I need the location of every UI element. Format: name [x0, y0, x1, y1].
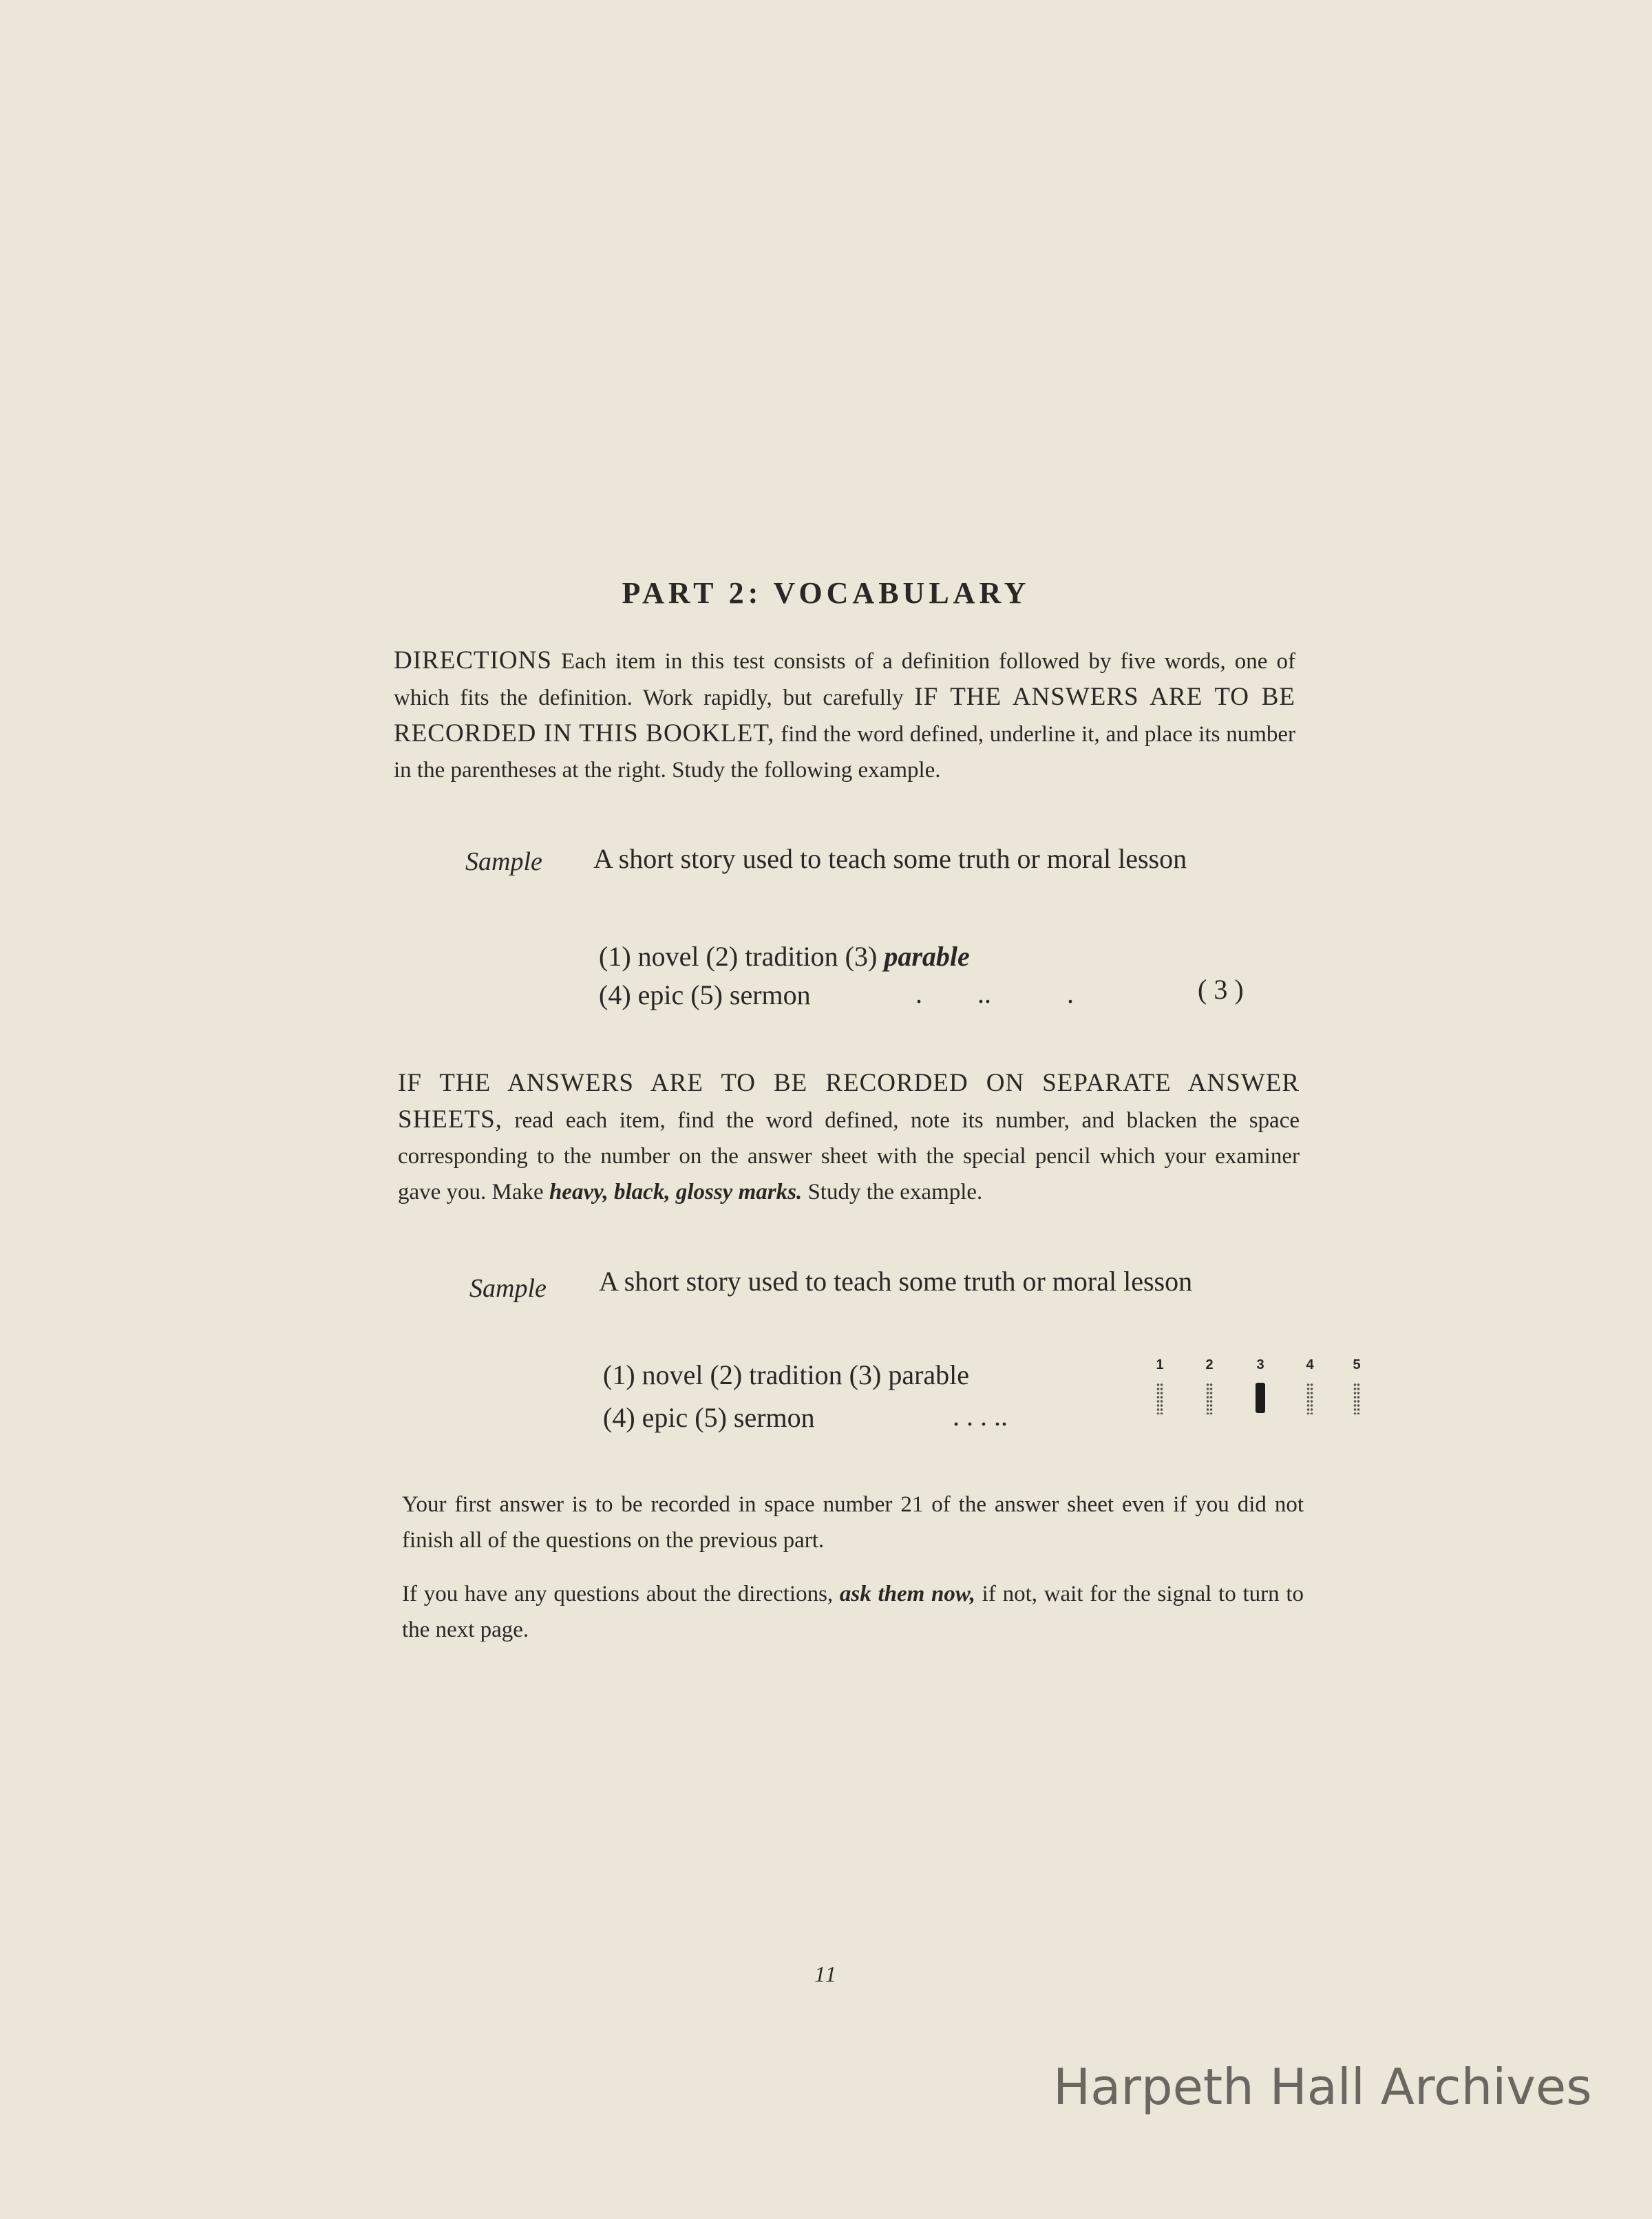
dotted-bubble-icon: [1353, 1383, 1360, 1414]
answer-bubble-3: [1250, 1357, 1271, 1413]
bubble-number: 3: [1256, 1357, 1264, 1372]
questions-note-emphasis: ask them now,: [839, 1582, 975, 1606]
dotted-bubble-icon: [1156, 1383, 1163, 1414]
answer-bubble-5: [1346, 1357, 1367, 1414]
directions-tail: find the word defined, underline it, and place its number in the parentheses at the right. Study the following example.: [394, 722, 1296, 783]
answer-bubble-2: [1199, 1357, 1220, 1414]
bubble-number: 4: [1306, 1357, 1314, 1372]
archive-watermark: Harpeth Hall Archives: [1053, 2058, 1592, 2116]
first-answer-note: Your first answer is to be recorded in space number 21 of the answer sheet even if you did not finish all of the questions on the previous part.: [402, 1492, 1304, 1553]
sample1-label: Sample: [465, 847, 542, 876]
separate-sheet-emphasis: heavy, black, glossy marks.: [549, 1180, 803, 1204]
sample1-answer-parentheses: ( 3 ): [1198, 974, 1244, 1005]
sample1-italic-answer: parable: [884, 941, 970, 972]
page-number: 11: [814, 1962, 838, 1986]
directions-paragraph: [394, 643, 1295, 788]
sample1-definition: A short story used to teach some truth or moral lesson: [593, 843, 1187, 874]
bubble-number: 5: [1353, 1357, 1361, 1372]
section-title: PART 2: VOCABULARY: [622, 576, 1030, 610]
sample2-choices-line1: (1) novel (2) tradition (3) parable: [603, 1359, 970, 1390]
filled-bubble-icon: [1256, 1383, 1265, 1413]
sample1-choices-line1: [599, 940, 970, 973]
sample1-choices-line2: (4) epic (5) sermon: [599, 979, 811, 1010]
sample1-choices-a: (1) novel (2) tradition (3): [599, 941, 885, 972]
directions-body: Each item in this test consists of a definition followed by five words, one of which fits the definition. Work rapidly, but carefully: [394, 649, 1295, 710]
booklet-instruction-caps: IF THE ANSWERS ARE TO BE RECORDED IN THIS BOOKLET,: [394, 683, 1295, 747]
sample2-leader-dots: . . . ..: [953, 1401, 1008, 1432]
questions-note-a: If you have any questions about the directions,: [402, 1582, 840, 1606]
sample2-definition: A short story used to teach some truth or moral lesson: [599, 1266, 1193, 1297]
separate-sheet-body: read each item, find the word defined, note its number, and blacken the space corresponding to the number on the answer sheet with the special pencil which your examiner gave you. Make: [398, 1108, 1300, 1204]
directions-label: DIRECTIONS: [394, 646, 552, 675]
sample2-label: Sample: [469, 1274, 547, 1303]
separate-sheet-caps: IF THE ANSWERS ARE TO BE RECORDED ON SEPARATE ANSWER SHEETS,: [398, 1069, 1300, 1134]
questions-note-b: if not, wait for the signal to turn to the next page.: [402, 1582, 1304, 1642]
dotted-bubble-icon: [1206, 1383, 1213, 1414]
questions-note: [402, 1576, 1304, 1648]
sample1-leader-dots: . .. .: [915, 978, 1074, 1009]
sample2-choices-line2: (4) epic (5) sermon: [603, 1402, 815, 1433]
separate-sheet-paragraph: [398, 1065, 1300, 1210]
separate-sheet-tail: Study the example.: [802, 1180, 983, 1204]
dotted-bubble-icon: [1306, 1383, 1313, 1414]
answer-bubble-1: [1150, 1357, 1170, 1414]
bubble-number: 2: [1205, 1357, 1214, 1372]
answer-bubble-4: [1300, 1357, 1320, 1414]
bubble-number: 1: [1156, 1357, 1164, 1372]
